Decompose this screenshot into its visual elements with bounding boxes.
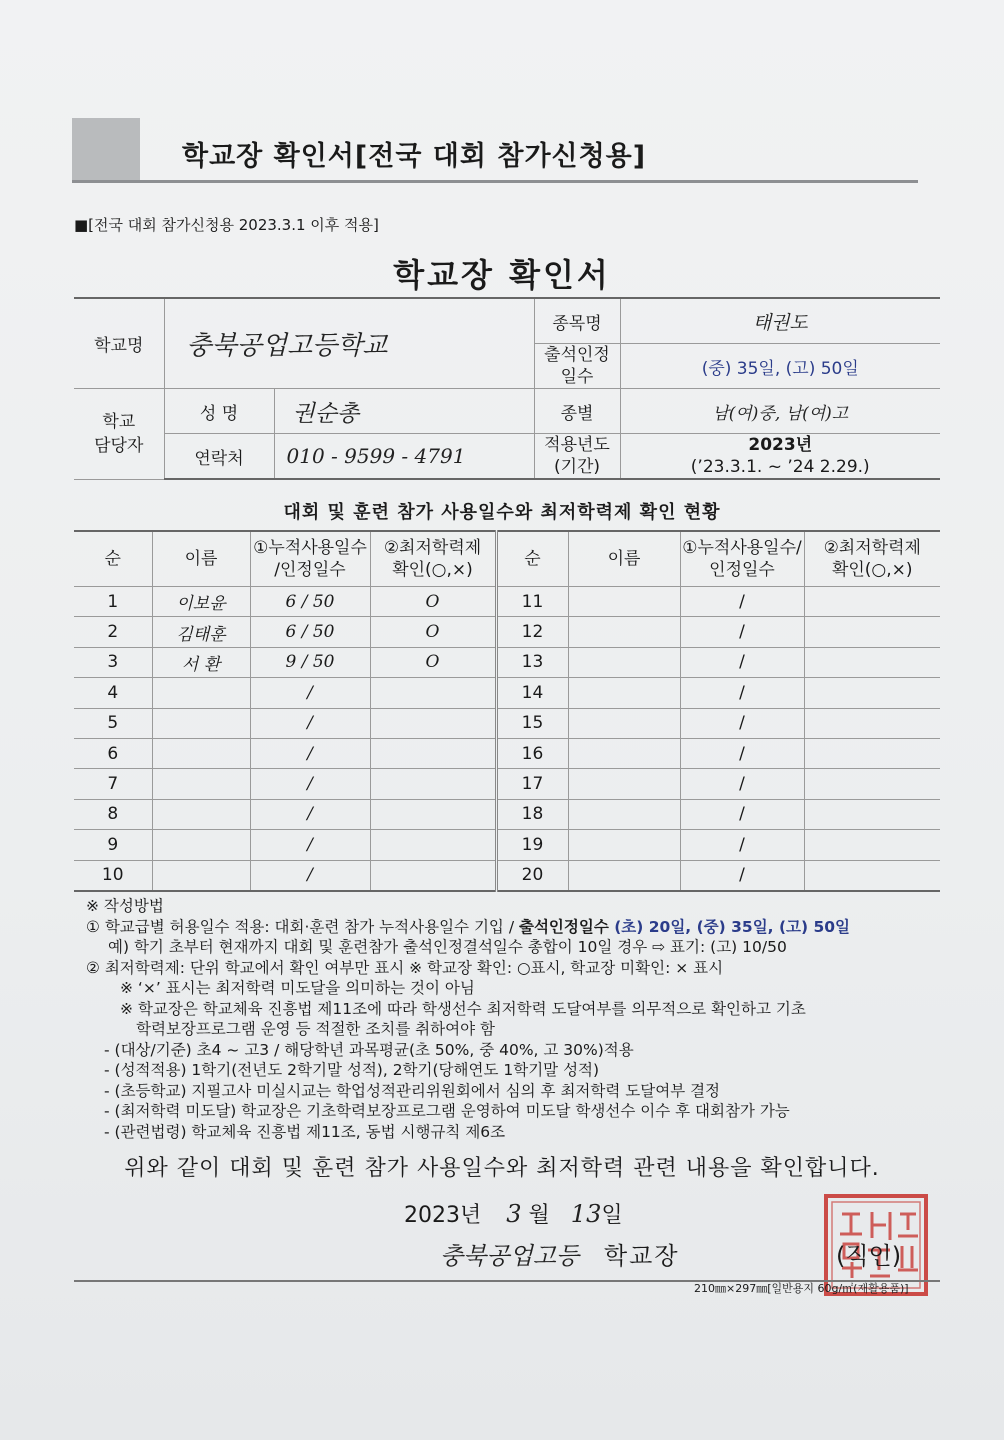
row-number: 6 bbox=[74, 738, 152, 768]
student-name bbox=[152, 738, 250, 768]
row-number: 3 bbox=[74, 647, 152, 677]
table-row bbox=[74, 647, 940, 677]
days-used: / bbox=[680, 678, 804, 708]
row-number: 18 bbox=[496, 799, 568, 829]
row-number: 1 bbox=[74, 587, 152, 617]
header-name: 이름 bbox=[568, 531, 680, 587]
academic-check bbox=[804, 617, 940, 647]
attendance-label: 출석인정 일수 bbox=[534, 344, 620, 389]
note-detail: - (관련법령) 학교체육 진흥법 제11조, 동법 시행규칙 제6조 bbox=[104, 1122, 506, 1141]
attendance-value: (중) 35일, (고) 50일 bbox=[620, 344, 940, 389]
row-number: 12 bbox=[496, 617, 568, 647]
form-version-note: ■[전국 대회 참가신청용 2023.3.1 이후 적용] bbox=[74, 216, 379, 234]
days-used: 9 / 50 bbox=[250, 647, 370, 677]
days-used: / bbox=[680, 617, 804, 647]
student-name bbox=[568, 738, 680, 768]
student-name bbox=[568, 799, 680, 829]
days-used: / bbox=[680, 769, 804, 799]
days-used: / bbox=[250, 678, 370, 708]
student-name bbox=[568, 860, 680, 891]
date-day-unit: 일 bbox=[601, 1203, 623, 1228]
academic-check bbox=[804, 769, 940, 799]
phone-label: 연락처 bbox=[164, 434, 274, 480]
seal-label: (직인) bbox=[836, 1242, 902, 1270]
academic-check bbox=[804, 860, 940, 891]
academic-check bbox=[804, 738, 940, 768]
academic-check bbox=[804, 799, 940, 829]
note-detail: - (초등학교) 지필고사 미실시교는 학업성적관리위원회에서 심의 후 최저학력 도달여부 결정 bbox=[104, 1081, 721, 1100]
student-name: 김태훈 bbox=[152, 617, 250, 647]
row-number: 10 bbox=[74, 860, 152, 891]
days-used: / bbox=[250, 799, 370, 829]
academic-check: O bbox=[370, 587, 496, 617]
info-row bbox=[74, 389, 940, 434]
academic-check bbox=[804, 647, 940, 677]
participation-table bbox=[74, 530, 940, 892]
school-signature: 충북공업고등 bbox=[440, 1242, 580, 1270]
days-used: 6 / 50 bbox=[250, 587, 370, 617]
student-name bbox=[152, 678, 250, 708]
days-used: / bbox=[680, 647, 804, 677]
note-2-b: ※ 학교장은 학교체육 진흥법 제11조에 따라 학생선수 최저학력 도달여부를 의무적으로 확인하고 기초 bbox=[120, 999, 806, 1018]
table-row bbox=[74, 708, 940, 738]
instructions bbox=[86, 896, 956, 1142]
year-label: 적용년도 (기간) bbox=[534, 434, 620, 480]
note-detail: - (성적적용) 1학기(전년도 2학기말 성적), 2학기(당해연도 1학기말 성적) bbox=[104, 1061, 600, 1079]
table-row bbox=[74, 830, 940, 860]
academic-check: O bbox=[370, 617, 496, 647]
academic-check bbox=[370, 678, 496, 708]
note-1-example: 예) 학기 초부터 현재까지 대회 및 훈련참가 출석인정결석일수 총합이 10일 경우 ⇨ 표기: (고) 10/50 bbox=[108, 938, 787, 956]
header-days: ①누적사용일수/ 인정일수 bbox=[680, 531, 804, 587]
student-name: 서 환 bbox=[152, 647, 250, 677]
name-value: 권순총 bbox=[274, 389, 534, 434]
date-month-unit: 월 bbox=[528, 1203, 550, 1228]
date-month: 3 bbox=[506, 1200, 522, 1228]
days-used: / bbox=[680, 708, 804, 738]
academic-check bbox=[370, 769, 496, 799]
days-used: / bbox=[250, 860, 370, 891]
header-name: 이름 bbox=[152, 531, 250, 587]
phone-value: 010 - 9599 - 4791 bbox=[274, 434, 534, 480]
days-used: / bbox=[680, 738, 804, 768]
note-1 bbox=[86, 917, 956, 938]
gender-value: 남(여)중, 남(여)고 bbox=[620, 389, 940, 434]
school-label: 학교명 bbox=[74, 298, 164, 389]
academic-check bbox=[370, 860, 496, 891]
header-rule bbox=[72, 180, 918, 183]
info-row bbox=[74, 298, 940, 344]
student-name bbox=[568, 587, 680, 617]
student-name bbox=[152, 830, 250, 860]
header-check: ②최저학력제 확인(○,×) bbox=[804, 531, 940, 587]
form-title: 학교장 확인서 bbox=[393, 256, 611, 294]
row-number: 11 bbox=[496, 587, 568, 617]
header-gray-block bbox=[72, 118, 140, 180]
confirmation-statement: 위와 같이 대회 및 훈련 참가 사용일수와 최저학력 관련 내용을 확인합니다. bbox=[124, 1156, 880, 1181]
days-used: / bbox=[680, 830, 804, 860]
academic-check bbox=[804, 830, 940, 860]
table-row bbox=[74, 860, 940, 891]
row-number: 13 bbox=[496, 647, 568, 677]
table-header-row bbox=[74, 531, 940, 587]
year-cell bbox=[620, 434, 940, 480]
academic-check bbox=[804, 678, 940, 708]
header-no: 순 bbox=[74, 531, 152, 587]
note-detail: - (대상/기준) 초4 ~ 고3 / 해당학년 과목평균(초 50%, 중 40%, 고 30%)적용 bbox=[104, 1040, 634, 1059]
academic-check bbox=[804, 587, 940, 617]
sport-value: 태권도 bbox=[620, 298, 940, 344]
contact-person-label: 학교 담당자 bbox=[74, 389, 164, 480]
days-used: / bbox=[250, 769, 370, 799]
sport-label: 종목명 bbox=[534, 298, 620, 344]
table-row bbox=[74, 678, 940, 708]
row-number: 2 bbox=[74, 617, 152, 647]
days-used: 6 / 50 bbox=[250, 617, 370, 647]
student-name bbox=[152, 769, 250, 799]
academic-check: O bbox=[370, 647, 496, 677]
date-day: 13 bbox=[570, 1200, 602, 1228]
days-used: / bbox=[250, 830, 370, 860]
days-used: / bbox=[680, 799, 804, 829]
note-1-days: (초) 20일, (중) 35일, (고) 50일 bbox=[614, 917, 851, 936]
academic-check bbox=[370, 830, 496, 860]
paper-spec: 210㎜×297㎜[일반용지 60g/㎡(재활용품)] bbox=[694, 1282, 909, 1295]
table-row bbox=[74, 738, 940, 768]
table-body bbox=[74, 587, 940, 891]
student-name bbox=[568, 647, 680, 677]
table-row bbox=[74, 617, 940, 647]
header-days: ①누적사용일수 /인정일수 bbox=[250, 531, 370, 587]
days-used: / bbox=[680, 860, 804, 891]
info-table bbox=[74, 297, 940, 480]
row-number: 17 bbox=[496, 769, 568, 799]
row-number: 20 bbox=[496, 860, 568, 891]
row-number: 14 bbox=[496, 678, 568, 708]
row-number: 15 bbox=[496, 708, 568, 738]
row-number: 19 bbox=[496, 830, 568, 860]
note-2: ② 최저학력제: 단위 학교에서 확인 여부만 표시 ※ 학교장 확인: ○표시, 학교장 미확인: × 표시 bbox=[86, 958, 724, 977]
name-label: 성 명 bbox=[164, 389, 274, 434]
student-name bbox=[568, 830, 680, 860]
days-used: / bbox=[250, 738, 370, 768]
header-title: 학교장 확인서[전국 대회 참가신청용] bbox=[182, 141, 647, 172]
school-value: 충북공업고등학교 bbox=[164, 298, 534, 389]
note-1-bold: 출석인정일수 bbox=[518, 917, 615, 936]
year-period: (’23.3.1. ~ ’24 2.29.) bbox=[690, 457, 870, 477]
date-year: 2023년 bbox=[404, 1203, 482, 1228]
header-no: 순 bbox=[496, 531, 568, 587]
year-value: 2023년 bbox=[748, 435, 813, 455]
student-name bbox=[152, 860, 250, 891]
row-number: 9 bbox=[74, 830, 152, 860]
academic-check bbox=[370, 738, 496, 768]
info-row bbox=[74, 434, 940, 480]
academic-check bbox=[804, 708, 940, 738]
student-name bbox=[568, 678, 680, 708]
days-used: / bbox=[680, 587, 804, 617]
gender-label: 종별 bbox=[534, 389, 620, 434]
row-number: 8 bbox=[74, 799, 152, 829]
academic-check bbox=[370, 799, 496, 829]
principal-label: 학교장 bbox=[604, 1242, 680, 1270]
days-used: / bbox=[250, 708, 370, 738]
note-2-a: ※ ‘×’ 표시는 최저학력 미도달을 의미하는 것이 아님 bbox=[120, 979, 475, 997]
header-check: ②최저학력제 확인(○,×) bbox=[370, 531, 496, 587]
note-1-text: ① 학교급별 허용일수 적용: 대회·훈련 참가 누적사용일수 기입 / bbox=[86, 917, 519, 936]
table-row bbox=[74, 769, 940, 799]
student-name bbox=[568, 769, 680, 799]
row-number: 16 bbox=[496, 738, 568, 768]
notes-heading: ※ 작성방법 bbox=[86, 897, 164, 915]
student-name: 이보윤 bbox=[152, 587, 250, 617]
note-2-b-cont: 학력보장프로그램 운영 등 적절한 조치를 취하여야 함 bbox=[136, 1020, 495, 1038]
row-number: 5 bbox=[74, 708, 152, 738]
note-detail: - (최저학력 미도달) 학교장은 기초학력보장프로그램 운영하여 미도달 학생선수 이수 후 대회참가 가능 bbox=[104, 1102, 790, 1120]
sign-date bbox=[404, 1198, 623, 1229]
section-title: 대회 및 훈련 참가 사용일수와 최저학력제 확인 현황 bbox=[283, 502, 721, 523]
student-name bbox=[568, 617, 680, 647]
academic-check bbox=[370, 708, 496, 738]
student-name bbox=[568, 708, 680, 738]
table-row bbox=[74, 799, 940, 829]
row-number: 7 bbox=[74, 769, 152, 799]
student-name bbox=[152, 799, 250, 829]
student-name bbox=[152, 708, 250, 738]
row-number: 4 bbox=[74, 678, 152, 708]
table-row bbox=[74, 587, 940, 617]
